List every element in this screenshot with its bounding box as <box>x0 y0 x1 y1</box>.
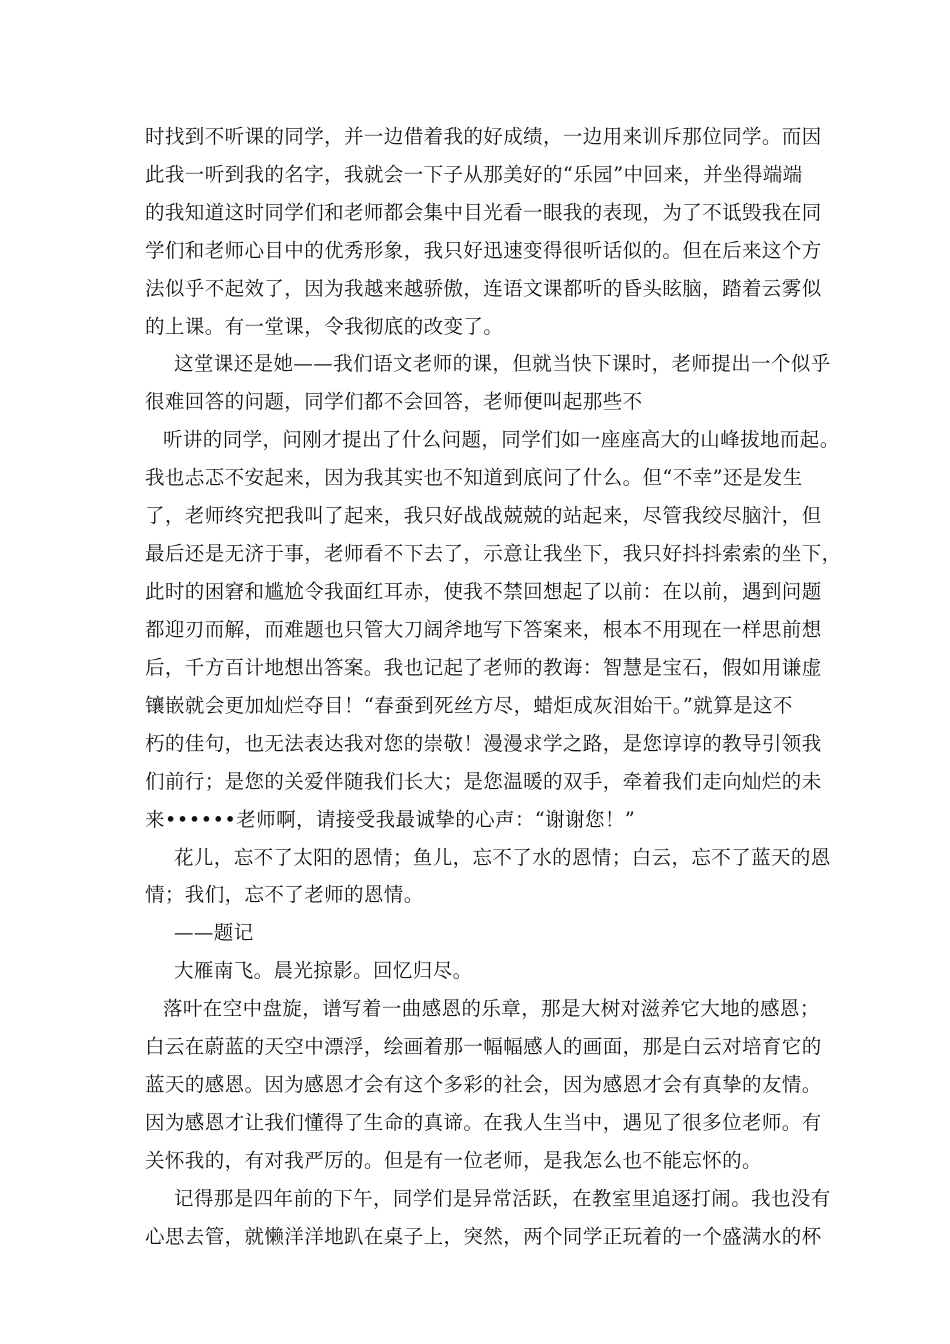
text-line: 白云在蔚蓝的天空中漂浮，绘画着那一幅幅感人的画面，那是白云对培育它的 <box>145 1035 822 1058</box>
text-line: 们前行；是您的关爱伴随我们长大；是您温暖的双手，牵着我们走向灿烂的未 <box>145 770 822 793</box>
text-line: 我也忐忑不安起来，因为我其实也不知道到底问了什么。但“不幸”还是发生 <box>145 466 803 489</box>
text-line: 的上课。有一堂课，令我彻底的改变了。 <box>145 315 504 338</box>
text-line: 关怀我的，有对我严厉的。但是有一位老师，是我怎么也不能忘怀的。 <box>145 1149 762 1172</box>
text-line: 因为感恩才让我们懂得了生命的真谛。在我人生当中，遇见了很多位老师。有 <box>145 1111 822 1134</box>
text-line: 的我知道这时同学们和老师都会集中目光看一眼我的表现，为了不诋毁我在同 <box>145 201 822 224</box>
text-line: 最后还是无济于事，老师看不下去了，示意让我坐下，我只好抖抖索索的坐下， <box>145 542 842 565</box>
text-line: 蓝天的感恩。因为感恩才会有这个多彩的社会，因为感恩才会有真挚的友情。 <box>145 1073 822 1096</box>
text-line: 了，老师终究把我叫了起来，我只好战战兢兢的站起来，尽管我绞尽脑汁，但 <box>145 504 822 527</box>
text-line: 法似乎不起效了，因为我越来越骄傲，连语文课都听的昏头眩脑，踏着云雾似 <box>145 277 822 300</box>
text-line: 这堂课还是她——我们语文老师的课，但就当快下课时，老师提出一个似乎 <box>174 352 831 375</box>
text-line: 此我一听到我的名字，我就会一下子从那美好的“乐园”中回来，并坐得端端 <box>145 163 803 186</box>
text-line: 花儿，忘不了太阳的恩情；鱼儿，忘不了水的恩情；白云，忘不了蓝天的恩 <box>174 846 831 869</box>
text-line: 情；我们，忘不了老师的恩情。 <box>145 883 424 906</box>
text-line: 此时的困窘和尴尬令我面红耳赤，使我不禁回想起了以前：在以前，遇到问题 <box>145 580 822 603</box>
text-line: 心思去管，就懒洋洋地趴在桌子上，突然，两个同学正玩着的一个盛满水的杯 <box>145 1225 822 1248</box>
text-line: 大雁南飞。晨光掠影。回忆归尽。 <box>174 959 473 982</box>
text-line: 学们和老师心目中的优秀形象，我只好迅速变得很听话似的。但在后来这个方 <box>145 239 822 262</box>
text-line: 朽的佳句，也无法表达我对您的崇敬！漫漫求学之路，是您谆谆的教导引领我 <box>145 732 822 755</box>
text-line: 听讲的同学，问刚才提出了什么问题，同学们如一座座高大的山峰拔地而起。 <box>163 428 840 451</box>
text-line: 后，千方百计地想出答案。我也记起了老师的教诲：智慧是宝石，假如用谦虚 <box>145 656 822 679</box>
text-line: 很难回答的问题，同学们都不会回答，老师便叫起那些不 <box>145 390 643 413</box>
text-line: 都迎刃而解，而难题也只管大刀阔斧地写下答案来，根本不用现在一样思前想 <box>145 618 822 641</box>
text-line: 记得那是四年前的下午，同学们是异常活跃，在教室里追逐打闹。我也没有 <box>174 1187 831 1210</box>
text-line: 落叶在空中盘旋，谱写着一曲感恩的乐章，那是大树对滋养它大地的感恩； <box>163 997 820 1020</box>
text-line: ——题记 <box>174 921 254 944</box>
text-line: 时找到不听课的同学，并一边借着我的好成绩，一边用来训斥那位同学。而因 <box>145 125 822 148</box>
text-line: 来••••••老师啊，请接受我最诚挚的心声：“谢谢您！” <box>145 808 636 831</box>
text-line: 镶嵌就会更加灿烂夺目！“春蚕到死丝方尽，蜡炬成灰泪始干。”就算是这不 <box>145 694 793 717</box>
